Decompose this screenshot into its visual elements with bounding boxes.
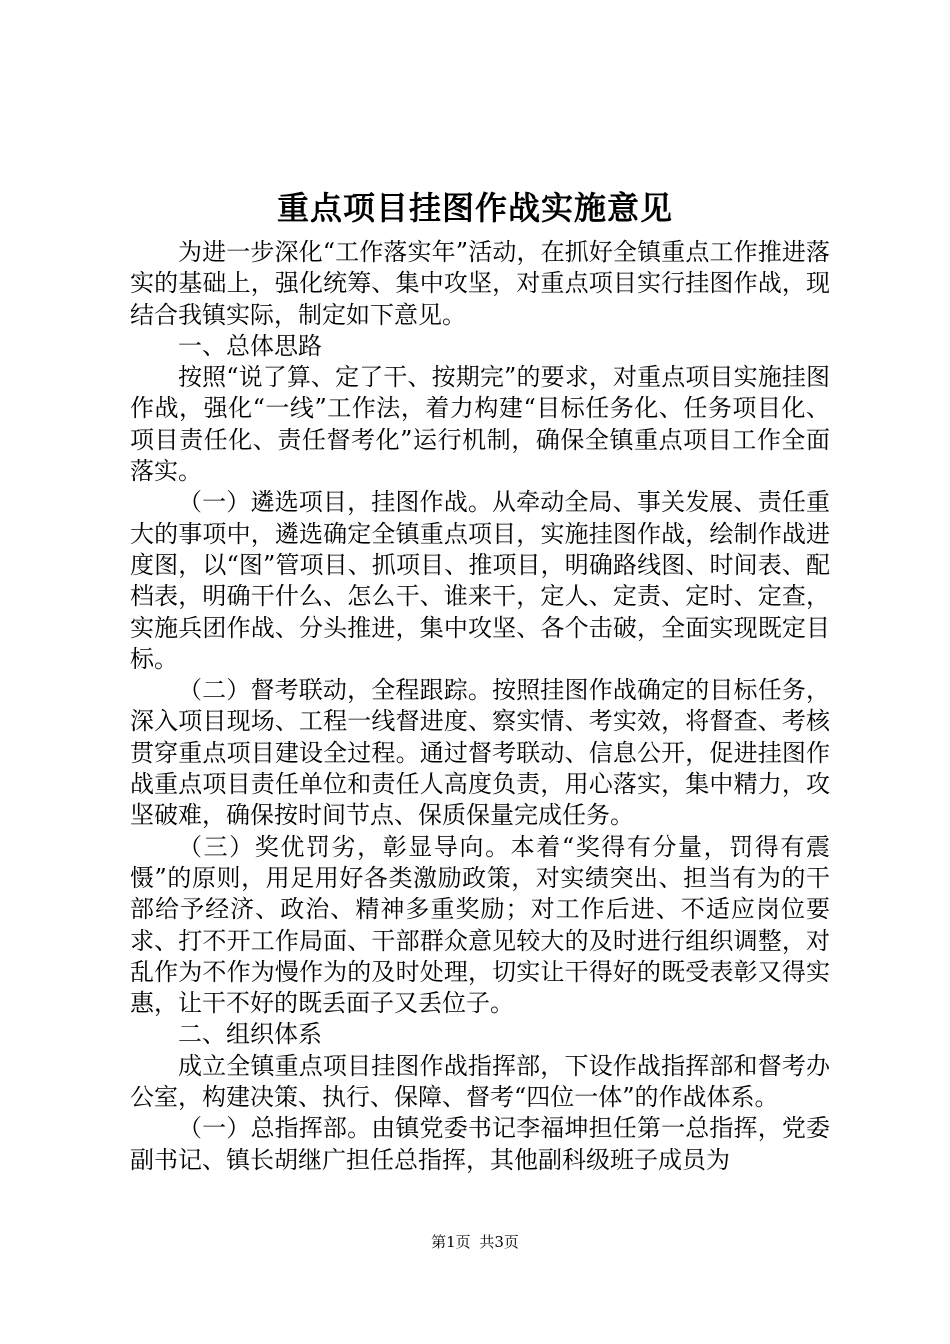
paragraph-intro: 为进一步深化“工作落实年”活动，在抓好全镇重点工作推进落实的基础上，强化统筹、集中攻坚，对重点项目实行挂图作战，现结合我镇实际，制定如下意见。 [130, 238, 830, 329]
heading-section-2: 二、组织体系 [178, 1020, 322, 1049]
paragraph-item-2-1: （一）总指挥部。由镇党委书记李福坤担任第一总指挥，党委副书记、镇长胡继广担任总指挥，其他副科级班子成员为 [130, 1114, 830, 1174]
document-title: 重点项目挂图作战实施意见 [276, 189, 673, 227]
page-footer [0, 1232, 950, 1252]
document-body [130, 237, 830, 1176]
page-total: 共3页 [479, 1233, 519, 1251]
paragraph-section-1: 按照“说了算、定了干、按期完”的要求，对重点项目实施挂图作战，强化“一线”工作法，着力构建“目标任务化、任务项目化、项目责任化、责任督考化”运行机制，确保全镇重点项目工作全面落实。 [130, 363, 830, 486]
paragraph-item-1-1: （一）遴选项目，挂图作战。从牵动全局、事关发展、责任重大的事项中，遴选确定全镇重点项目，实施挂图作战，绘制作战进度图，以“图”管项目、抓项目、推项目，明确路线图、时间表、配档表，明确干什么、怎么干、谁来干，定人、定责、定时、定查，实施兵团作战、分头推进，集中攻坚、各个击破，全面实现既定目标。 [130, 488, 830, 673]
paragraph-item-1-3: （三）奖优罚劣，彰显导向。本着“奖得有分量，罚得有震慑”的原则，用足用好各类激励政策，对实绩突出、担当有为的干部给予经济、政治、精神多重奖励；对工作后进、不适应岗位要求、打不开工作局面、干部群众意见较大的及时进行组织调整，对乱作为不作为慢作为的及时处理，切实让干得好的既受表彰又得实惠，让干不好的既丢面子又丢位子。 [130, 832, 830, 1018]
heading-section-1: 一、总体思路 [178, 331, 322, 360]
paragraph-item-1-2: （二）督考联动，全程跟踪。按照挂图作战确定的目标任务，深入项目现场、工程一线督进度、察实情、考实效，将督查、考核贯穿重点项目建设全过程。通过督考联动、信息公开，促进挂图作战重点项目责任单位和责任人高度负责，用心落实，集中精力，攻坚破难，确保按时间节点、保质保量完成任务。 [130, 676, 830, 830]
paragraph-section-2: 成立全镇重点项目挂图作战指挥部，下设作战指挥部和督考办公室，构建决策、执行、保障、督考“四位一体”的作战体系。 [130, 1051, 830, 1112]
page-number: 第1页 [431, 1233, 471, 1251]
